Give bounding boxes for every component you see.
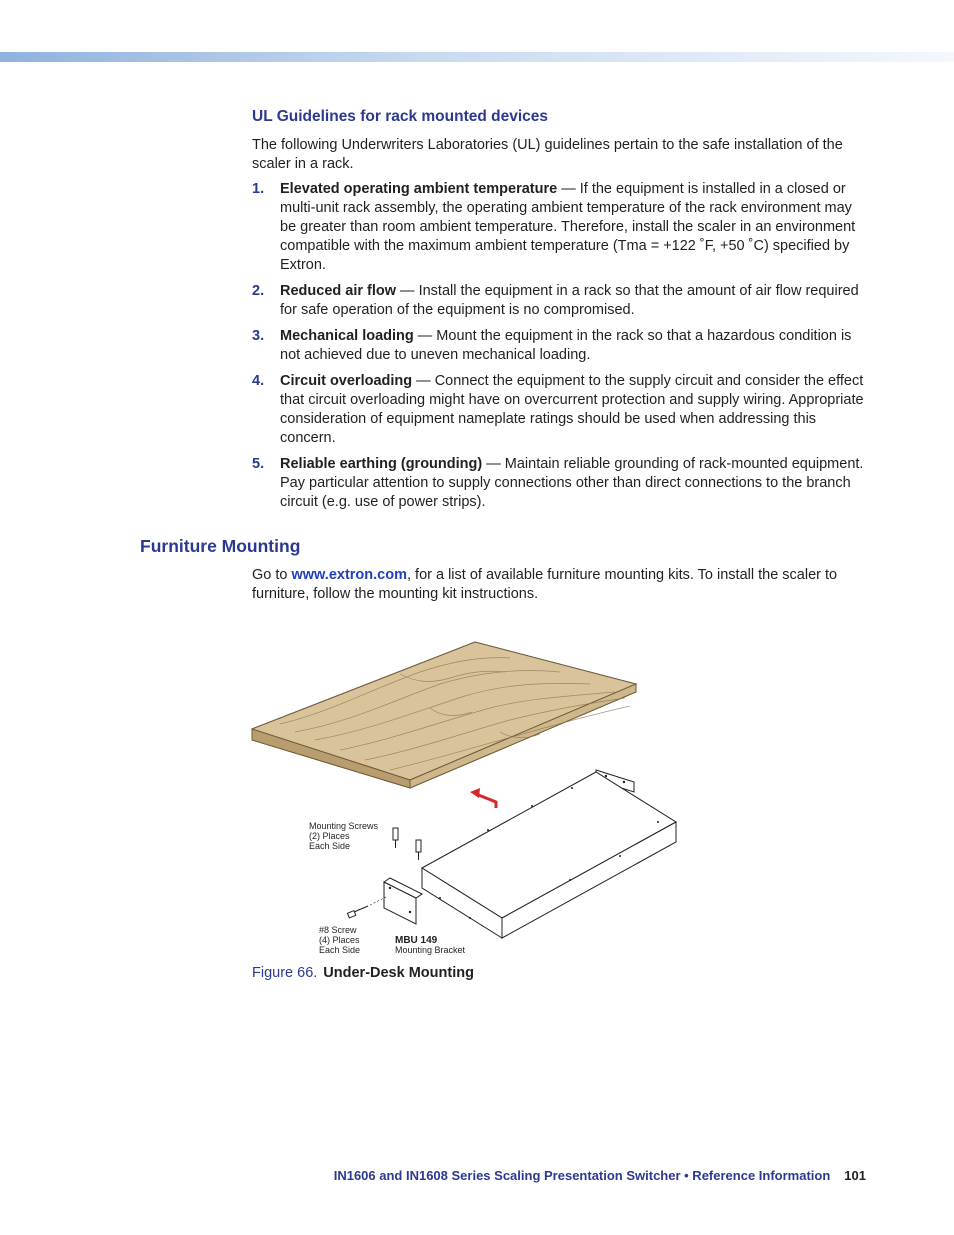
list-item-term: Reduced air flow: [280, 283, 397, 299]
extron-website-link[interactable]: www.extron.com: [291, 567, 407, 583]
list-item: [252, 180, 870, 275]
furniture-mounting-paragraph: [252, 566, 870, 604]
mounting-screws-label: (2) Places: [309, 831, 350, 841]
list-item-term: Mechanical loading: [280, 328, 414, 344]
figure-title: Under-Desk Mounting: [323, 965, 474, 981]
bracket-model-label: MBU 149: [395, 935, 438, 946]
desk-panel: [252, 642, 636, 788]
list-item-text: — Maintain reliable grounding of rack-mounted equipment. Pay particular attention to supply connections other than direct connections to the branch circuit (e.g. use of power strips).: [280, 456, 864, 510]
header-gradient-bar: [0, 52, 954, 62]
screw8-label: #8 Screw: [319, 925, 357, 935]
scaler-device: [384, 770, 676, 938]
screw8-label: (4) Places: [319, 935, 360, 945]
list-item-text: — If the equipment is installed in a closed or multi-unit rack assembly, the operating ambient temperature of the rack environment may be greater than room ambient temperature. Therefore, install the scaler in an environment compatible with the maximum ambient temperature (Tma = +122 ˚F, +50 ˚C) specified by Extron.: [280, 181, 856, 273]
list-item: [252, 455, 870, 512]
illustration-svg: [240, 612, 700, 962]
list-item-term: Elevated operating ambient temperature: [280, 181, 558, 197]
list-item-number: 5.: [252, 456, 265, 472]
ul-intro-paragraph: The following Underwriters Laboratories (UL) guidelines pertain to the safe installation of the scaler in a rack.: [252, 137, 843, 172]
paragraph-text: Go to: [252, 567, 292, 583]
ul-guidelines-heading: UL Guidelines for rack mounted devices: [252, 108, 549, 125]
list-item-number: 4.: [252, 373, 265, 389]
under-desk-mounting-illustration: [240, 612, 700, 962]
list-item: [252, 372, 870, 448]
figure-number: Figure 66.: [252, 965, 318, 981]
mounting-screws-label: Each Side: [309, 841, 351, 851]
page-footer: [334, 1168, 866, 1183]
list-item: [252, 327, 870, 365]
footer-title: IN1606 and IN1608 Series Scaling Presentation Switcher • Reference Information: [333, 1168, 831, 1183]
list-item-number: 3.: [252, 328, 265, 344]
list-item-text: — Connect the equipment to the supply circuit and consider the effect that circuit overloading might have on overcurrent protection and supply wiring. Appropriate consideration of equipment nameplate ratings should be used when addressing this concern.: [280, 373, 864, 446]
list-item-text: — Install the equipment in a rack so that the amount of air flow required for safe operation of the equipment is no compromised.: [280, 283, 859, 318]
figure-caption: [252, 965, 474, 981]
page-number: 101: [844, 1168, 866, 1183]
furniture-mounting-heading: Furniture Mounting: [140, 536, 301, 556]
list-item-text: — Mount the equipment in the rack so that a hazardous condition is not achieved due to uneven mechanical loading.: [280, 328, 852, 363]
ul-guidelines-list: [252, 180, 870, 519]
paragraph-text: , for a list of available furniture mounting kits. To install the scaler to furniture, follow the mounting kit instructions.: [252, 567, 838, 602]
bracket-name-label: Mounting Bracket: [395, 945, 466, 955]
list-item-number: 1.: [252, 181, 265, 197]
list-item-term: Reliable earthing (grounding): [280, 456, 483, 472]
mounting-screws-label: Mounting Screws: [309, 821, 379, 831]
install-direction-arrow: [470, 788, 496, 808]
list-item-number: 2.: [252, 283, 265, 299]
screw8-label: Each Side: [319, 945, 361, 955]
list-item-term: Circuit overloading: [280, 373, 413, 389]
list-item: [252, 282, 870, 320]
